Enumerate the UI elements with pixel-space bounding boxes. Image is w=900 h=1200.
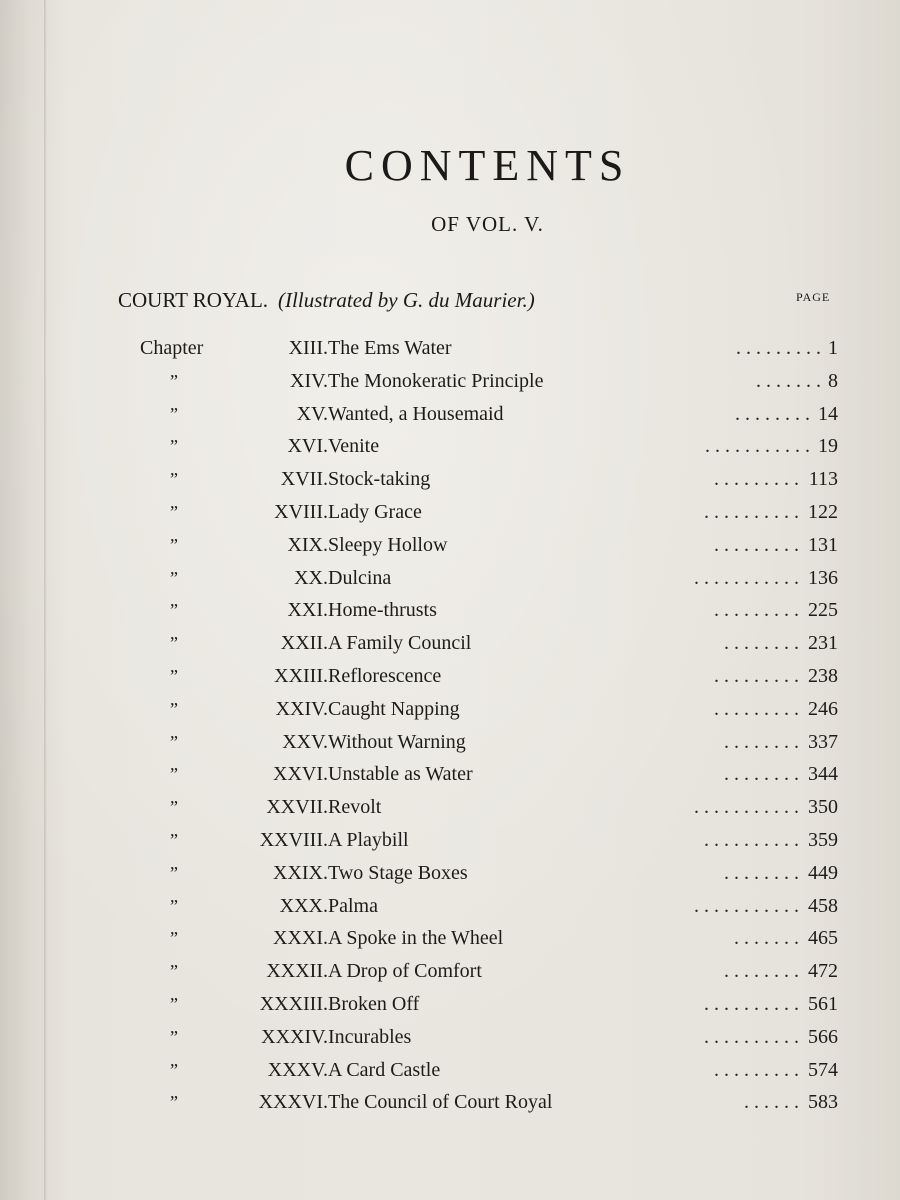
toc-row	[0, 824, 900, 856]
chapter-title: Lady Grace	[328, 501, 422, 523]
chapter-title: A Spoke in the Wheel	[328, 927, 504, 950]
dot-leader: . . . . . . . . .	[714, 533, 799, 556]
chapter-title: Reflorescence	[328, 665, 442, 687]
chapter-number: XXIV.	[275, 697, 328, 720]
toc-row	[0, 693, 900, 725]
chapter-label: Chapter	[140, 337, 204, 359]
ditto-mark: ”	[170, 731, 178, 752]
chapter-number: XXII.	[280, 632, 328, 655]
chapter-number: XXIII.	[274, 665, 328, 687]
chapter-title: Broken Off	[328, 993, 420, 1015]
chapter-number: XV.	[296, 402, 328, 425]
dot-leader: . . . . . . .	[756, 369, 821, 392]
chapter-number: XIX.	[287, 533, 328, 556]
ditto-mark: ”	[170, 961, 178, 982]
chapter-title: Two Stage Boxes	[328, 861, 468, 884]
page-number: 574	[808, 1058, 838, 1081]
page-number: 350	[808, 796, 838, 819]
dot-leader: . . . . . . . .	[724, 632, 799, 655]
ditto-mark: ”	[170, 666, 178, 686]
ditto-mark: ”	[170, 862, 178, 883]
toc-row	[0, 922, 900, 954]
dot-leader: . . . . . . . .	[724, 861, 799, 884]
chapter-number: XVII.	[280, 468, 328, 491]
chapter-number: XX.	[294, 566, 328, 589]
chapter-number: XXVII.	[266, 796, 328, 819]
chapter-title: The Monokeratic Principle	[328, 369, 544, 392]
toc-row	[0, 660, 900, 692]
toc-row	[0, 332, 900, 364]
ditto-mark: ”	[170, 633, 178, 654]
volume-subtitle: OF VOL. V.	[431, 212, 544, 236]
page-number: 465	[808, 927, 838, 950]
ditto-mark: ”	[170, 469, 178, 490]
ditto-mark: ”	[170, 403, 178, 424]
chapter-title: Venite	[328, 435, 380, 458]
page-number: 566	[808, 1025, 838, 1048]
toc-row	[0, 890, 900, 922]
chapter-title: Home-thrusts	[328, 599, 437, 622]
page-number: 136	[808, 566, 838, 589]
ditto-mark: ”	[170, 1059, 178, 1080]
page-number: 337	[808, 730, 838, 753]
dot-leader: . . . . . . . .	[735, 402, 810, 425]
ditto-mark: ”	[170, 1026, 178, 1047]
contents-title: CONTENTS	[344, 141, 631, 190]
dot-leader: . . . . . . . . . . .	[694, 566, 799, 589]
toc-row	[0, 988, 900, 1020]
dot-leader: . . . . . . . . .	[714, 665, 799, 687]
page-number: 561	[808, 993, 838, 1015]
page-number: 122	[808, 501, 838, 523]
chapter-number: XVIII.	[274, 501, 328, 523]
chapter-number: XIII.	[288, 337, 328, 359]
dot-leader: . . . . . . . . . . .	[694, 894, 799, 917]
ditto-mark: ”	[170, 797, 178, 818]
ditto-mark: ”	[170, 994, 178, 1014]
page-number: 14	[818, 402, 838, 425]
ditto-mark: ”	[170, 600, 178, 621]
dot-leader: . . . . . . . .	[724, 960, 799, 983]
ditto-mark: ”	[170, 698, 178, 719]
chapter-number: XXX.	[279, 894, 328, 917]
chapter-title: Caught Napping	[328, 697, 460, 720]
dot-leader: . . . . . . . . . .	[704, 993, 799, 1015]
toc-row	[0, 627, 900, 659]
chapter-number: XXVIII.	[259, 829, 328, 851]
dot-leader: . . . . . . . . .	[736, 337, 821, 359]
page-number: 472	[808, 960, 838, 983]
illustrator-credit: (Illustrated by G. du Maurier.)	[278, 288, 535, 312]
chapter-title: A Playbill	[328, 829, 409, 851]
ditto-mark: ”	[170, 370, 178, 391]
dot-leader: . . . . . . . . . .	[704, 1025, 799, 1048]
ditto-mark: ”	[170, 830, 178, 850]
chapter-title: Wanted, a Housemaid	[328, 402, 504, 425]
page-number: 458	[808, 894, 838, 917]
chapter-title: A Drop of Comfort	[328, 960, 482, 983]
page-number: 231	[808, 632, 838, 655]
ditto-mark: ”	[170, 928, 178, 949]
chapter-title: Without Warning	[328, 730, 466, 753]
page-number: 113	[808, 468, 838, 491]
dot-leader: . . . . . . . . .	[714, 468, 799, 491]
toc-row	[0, 857, 900, 889]
chapter-number: XIV.	[290, 369, 328, 392]
dot-leader: . . . . . . . .	[724, 763, 799, 786]
chapter-title: Palma	[328, 894, 378, 917]
ditto-mark: ”	[170, 534, 178, 555]
dot-leader: . . . . . . . .	[724, 730, 799, 753]
toc-row	[0, 430, 900, 462]
section-name: COURT ROYAL.	[118, 288, 269, 312]
toc-row	[0, 1054, 900, 1086]
ditto-mark: ”	[170, 567, 178, 588]
chapter-title: Incurables	[328, 1025, 412, 1048]
page-number: 8	[828, 369, 838, 392]
toc-row	[0, 1086, 900, 1118]
dot-leader: . . . . . . . . . . .	[694, 796, 799, 819]
dot-leader: . . . . . . . . . .	[704, 501, 799, 523]
chapter-number: XXVI.	[273, 763, 328, 786]
chapter-number: XXV.	[282, 730, 328, 753]
page-number: 449	[808, 861, 838, 884]
page-number: 246	[808, 697, 838, 720]
page-number: 238	[808, 665, 838, 687]
chapter-number: XXXII.	[266, 960, 328, 983]
toc-row	[0, 791, 900, 823]
dot-leader: . . . . . . .	[734, 927, 799, 950]
toc-row	[0, 955, 900, 987]
chapter-number: XXXIV.	[261, 1025, 328, 1048]
page-column-label: PAGE	[796, 290, 831, 304]
chapter-number: XXXI.	[273, 927, 328, 950]
toc-row	[0, 463, 900, 495]
page-number: 359	[808, 829, 838, 851]
chapter-title: The Ems Water	[328, 337, 452, 359]
dot-leader: . . . . . . . . .	[714, 697, 799, 720]
chapter-title: The Council of Court Royal	[328, 1091, 553, 1114]
ditto-mark: ”	[170, 764, 178, 785]
toc-row	[0, 1021, 900, 1053]
chapter-title: Stock-taking	[328, 468, 431, 491]
dot-leader: . . . . . . . . .	[714, 599, 799, 622]
chapter-title: Revolt	[328, 796, 382, 819]
page-number: 344	[808, 763, 838, 786]
dot-leader: . . . . . . . . . .	[704, 829, 799, 851]
ditto-mark: ”	[170, 895, 178, 916]
dot-leader: . . . . . . . . . . .	[705, 435, 810, 458]
page-number: 19	[818, 435, 838, 458]
dot-leader: . . . . . .	[744, 1091, 799, 1114]
chapter-title: A Family Council	[328, 632, 472, 655]
chapter-title: Sleepy Hollow	[328, 533, 448, 556]
chapter-title: A Card Castle	[328, 1058, 441, 1081]
toc-row	[0, 398, 900, 430]
toc-row	[0, 562, 900, 594]
toc-row	[0, 594, 900, 626]
dot-leader: . . . . . . . . .	[714, 1058, 799, 1081]
ditto-mark: ”	[170, 1092, 178, 1113]
toc-row	[0, 365, 900, 397]
chapter-number: XXI.	[287, 599, 328, 622]
chapter-title: Dulcina	[328, 566, 392, 589]
ditto-mark: ”	[170, 502, 178, 522]
toc-row	[0, 496, 900, 528]
page-number: 1	[828, 337, 838, 359]
chapter-number: XXIX.	[273, 861, 328, 884]
toc-row	[0, 529, 900, 561]
page-number: 131	[808, 533, 838, 556]
ditto-mark: ”	[170, 436, 178, 457]
page-number: 583	[808, 1091, 838, 1114]
toc-row	[0, 726, 900, 758]
chapter-title: Unstable as Water	[328, 763, 473, 786]
toc-row	[0, 758, 900, 790]
chapter-number: XXXV.	[267, 1058, 328, 1081]
page-number: 225	[808, 599, 838, 622]
chapter-number: XXXVI.	[258, 1091, 328, 1114]
section-heading	[118, 288, 535, 313]
chapter-number: XXXIII.	[259, 993, 328, 1015]
chapter-number: XVI.	[287, 435, 328, 458]
